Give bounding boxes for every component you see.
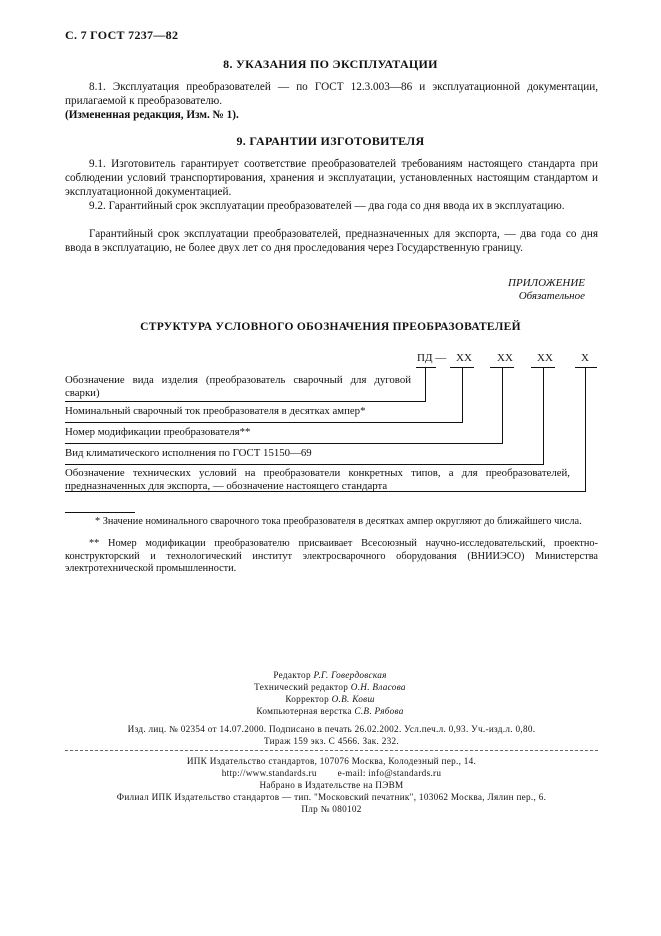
connector-horizontal-modification bbox=[65, 443, 503, 444]
appendix-label: ПРИЛОЖЕНИЕ bbox=[508, 277, 585, 289]
section-9-paragraph-1 bbox=[65, 158, 598, 199]
section-9-title: 9. ГАРАНТИИ ИЗГОТОВИТЕЛЯ bbox=[236, 134, 425, 148]
publisher-line-3: Набрано в Издательстве на ПЭВМ bbox=[259, 780, 404, 790]
tech-editor-label: Технический редактор bbox=[254, 682, 349, 692]
footnote-1-text: * Значение номинального сварочного тока преобразователя в десятках ампер округляют до ближайшего числа. bbox=[95, 516, 582, 527]
appendix-title: СТРУКТУРА УСЛОВНОГО ОБОЗНАЧЕНИЯ ПРЕОБРАЗОВАТЕЛЕЙ bbox=[140, 321, 521, 333]
footnote-2 bbox=[65, 538, 598, 576]
section-9-paragraph-2 bbox=[65, 200, 598, 214]
paragraph-9-2: 9.2. Гарантийный срок эксплуатации преобразователей — два года со дня ввода их в эксплуатацию. bbox=[89, 200, 565, 212]
paragraph-9-1: 9.1. Изготовитель гарантирует соответствие преобразователей требованиям настоящего стандарта при соблюдении условий транспортирования, хранения и эксплуатации, установленных настоящим стандартом и эксплуатационной документацией. bbox=[65, 158, 598, 198]
imprint-layout bbox=[90, 706, 570, 717]
designation-label-type: Обозначение вида изделия (преобразователь сварочный для дуговой сварки) bbox=[65, 374, 411, 399]
section-8-title: 8. УКАЗАНИЯ ПО ЭКСПЛУАТАЦИИ bbox=[223, 57, 438, 71]
page-header: С. 7 ГОСТ 7237—82 bbox=[65, 28, 179, 42]
code-group-4: X bbox=[581, 352, 589, 364]
code-group-2: XX bbox=[497, 352, 513, 364]
amendment-note: (Измененная редакция, Изм. № 1). bbox=[65, 109, 239, 121]
connector-vertical-3 bbox=[543, 367, 544, 464]
footnote-2-text: ** Номер модификации преобразователю присваивает Всесоюзный научно-исследовательский, проектно-конструкторский и технологический институт электросварочного оборудования (ВНИИЭСО) Министерства электротехнической промышленности. bbox=[65, 538, 598, 575]
proofreader-label: Корректор bbox=[285, 694, 329, 704]
connector-horizontal-type bbox=[65, 401, 426, 402]
connector-vertical-2 bbox=[502, 367, 503, 443]
connector-vertical-prefix bbox=[425, 367, 426, 401]
publisher-line-1: ИПК Издательство стандартов, 107076 Москва, Колодезный пер., 14. bbox=[186, 756, 477, 766]
designation-label-modification: Номер модификации преобразователя** bbox=[65, 426, 251, 438]
publisher-line-5: Плр № 080102 bbox=[301, 804, 362, 814]
footnote-separator bbox=[65, 512, 135, 513]
imprint-license-line: Изд. лиц. № 02354 от 14.07.2000. Подписано в печать 26.02.2002. Усл.печ.л. 0,93. Уч.-изд.л. 0,80. bbox=[127, 724, 536, 734]
code-group-3: XX bbox=[537, 352, 553, 364]
editor-label: Редактор bbox=[273, 670, 311, 680]
code-underline-4 bbox=[575, 367, 597, 368]
publisher-line-4: Филиал ИПК Издательство стандартов — тип. "Московский печатник", 103062 Москва, Лялин пер., 6. bbox=[116, 792, 547, 802]
connector-horizontal-current bbox=[65, 422, 463, 423]
section-9-paragraph-3 bbox=[65, 228, 598, 256]
connector-horizontal-specs bbox=[65, 491, 586, 492]
code-group-1: XX bbox=[456, 352, 472, 364]
designation-label-current: Номинальный сварочный ток преобразователя в десятках ампер* bbox=[65, 405, 366, 417]
designation-label-climatic: Вид климатического исполнения по ГОСТ 15150—69 bbox=[65, 447, 312, 459]
connector-horizontal-climatic bbox=[65, 464, 544, 465]
footnote-1 bbox=[65, 516, 598, 529]
paragraph-9-3: Гарантийный срок эксплуатации преобразователей, предназначенных для экспорта, — два года со дня ввода в эксплуатацию, не более двух лет со дня проследования через Государственную границу. bbox=[65, 228, 598, 254]
code-underline-prefix bbox=[416, 367, 436, 368]
appendix-sublabel: Обязательное bbox=[518, 290, 585, 302]
paragraph-8-1: 8.1. Эксплуатация преобразователей — по ГОСТ 12.3.003—86 и эксплуатационной документации, прилагаемой к преобразователю. bbox=[65, 81, 598, 107]
imprint-proofreader bbox=[90, 694, 570, 705]
imprint-print-run-line: Тираж 159 экз. С 4566. Зак. 232. bbox=[263, 736, 399, 746]
designation-label-specs: Обозначение технических условий на преобразователи конкретных типов, а для преобразователей, предназначенных для экспорта, — обозначение настоящего стандарта bbox=[65, 467, 570, 492]
imprint-editor bbox=[90, 670, 570, 681]
tech-editor-name: О.Н. Власова bbox=[350, 682, 406, 692]
connector-vertical-4 bbox=[585, 367, 586, 491]
imprint-divider bbox=[65, 750, 598, 751]
publisher-line-2: http://www.standards.ru e-mail: info@standards.ru bbox=[221, 768, 442, 778]
connector-vertical-1 bbox=[462, 367, 463, 422]
layout-label: Компьютерная верстка bbox=[256, 706, 352, 716]
editor-name: Р.Г. Говердовская bbox=[313, 670, 387, 680]
imprint-tech-editor bbox=[90, 682, 570, 693]
proofreader-name: О.В. Ковш bbox=[331, 694, 375, 704]
code-prefix: ПД — bbox=[417, 352, 447, 364]
section-8-paragraph bbox=[65, 81, 598, 109]
layout-name: С.В. Рябова bbox=[354, 706, 404, 716]
